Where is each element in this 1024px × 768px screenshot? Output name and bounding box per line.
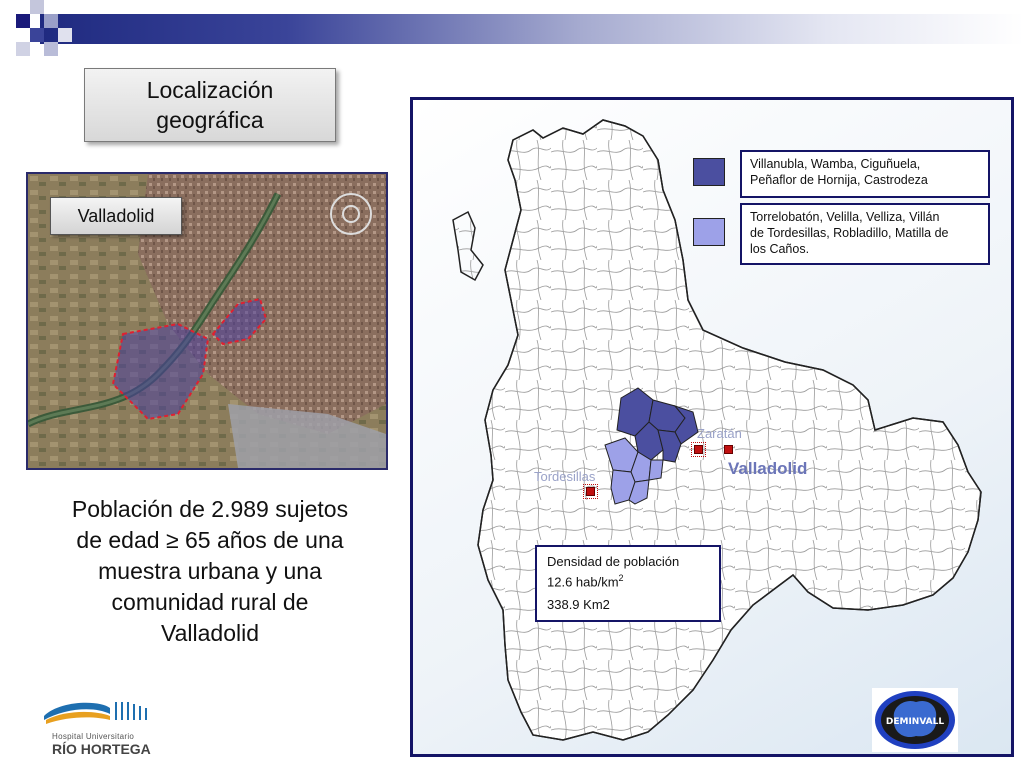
hospital-subtitle: Hospital Universitario xyxy=(52,732,135,741)
marker-zaratan xyxy=(694,445,703,454)
legend-text: Torrelobatón, Velilla, Velliza, Villán xyxy=(750,210,940,224)
title-line-1: Localización xyxy=(146,77,274,103)
legend-dark-municipalities xyxy=(740,150,990,198)
legend-text: de Tordesillas, Robladillo, Matilla de xyxy=(750,226,949,240)
label-valladolid: Valladolid xyxy=(728,459,808,478)
marker-valladolid xyxy=(724,445,733,454)
density-unit-exponent: 2 xyxy=(618,573,624,583)
legend-text: los Caños. xyxy=(750,242,810,256)
deco-square xyxy=(30,0,44,14)
label-zaratan: Zaratán xyxy=(697,426,742,441)
population-line: muestra urbana y una xyxy=(98,558,322,584)
density-info xyxy=(535,545,721,622)
aerial-city-label: Valladolid xyxy=(50,197,182,235)
deco-square xyxy=(44,14,58,28)
deminvall-text: DEMINVALL xyxy=(885,717,945,727)
legend-swatch-light xyxy=(693,218,725,246)
deco-square xyxy=(16,42,30,56)
population-line: de edad ≥ 65 años de una xyxy=(76,527,344,553)
hospital-name: RÍO HORTEGA xyxy=(52,741,151,757)
legend-swatch-dark xyxy=(693,158,725,186)
density-value-line xyxy=(547,570,709,590)
header-gradient-bar xyxy=(40,14,1024,44)
legend-light-municipalities xyxy=(740,203,990,265)
density-area: 338.9 Km2 xyxy=(547,597,610,613)
population-line: Población de 2.989 sujetos xyxy=(71,496,349,522)
deco-square xyxy=(58,28,72,42)
title-line-2: geográfica xyxy=(156,107,264,133)
label-tordesillas: Tordesillas xyxy=(534,469,596,484)
legend-text: Peñaflor de Hornija, Castrodeza xyxy=(750,173,928,187)
slide-title xyxy=(84,68,336,142)
deco-square xyxy=(30,28,44,42)
deminvall-logo xyxy=(872,688,958,752)
population-line: Valladolid xyxy=(160,620,260,646)
header-decoration xyxy=(0,0,1024,62)
population-line: comunidad rural de xyxy=(111,589,309,615)
density-title: Densidad de población xyxy=(547,554,680,569)
legend-text: Villanubla, Wamba, Ciguñuela, xyxy=(750,157,921,171)
population-description xyxy=(40,494,380,649)
deco-square xyxy=(44,42,58,56)
deco-square xyxy=(16,14,30,28)
density-value: 12.6 hab/km xyxy=(547,574,619,590)
marker-tordesillas xyxy=(586,487,595,496)
